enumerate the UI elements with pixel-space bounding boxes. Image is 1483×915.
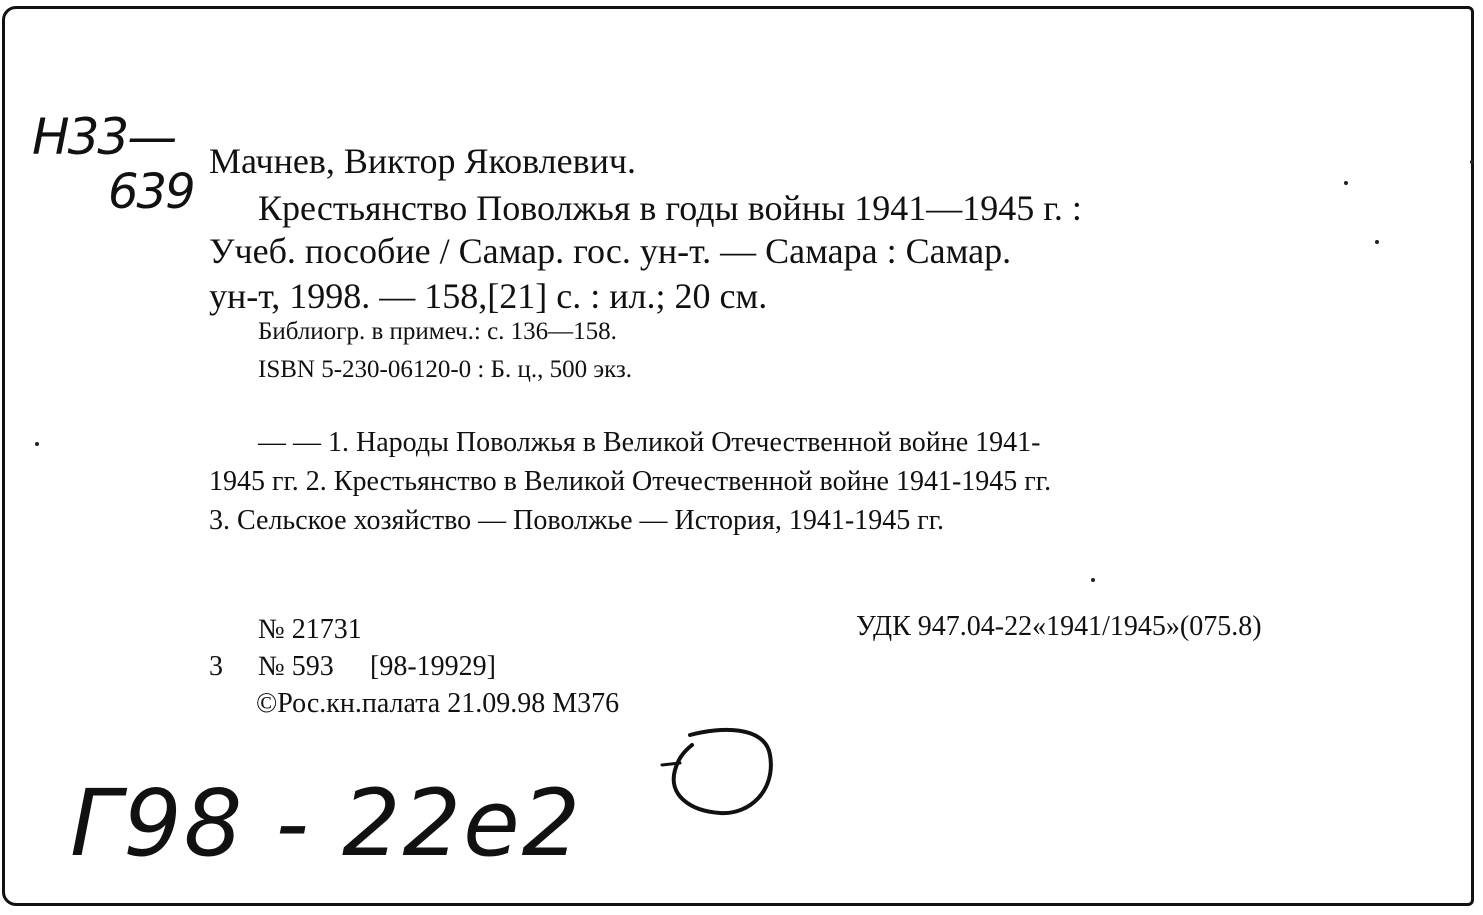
scan-speck [1091,578,1095,582]
hand-drawn-circle-mark [650,715,790,825]
isbn-line: ISBN 5-230-06120-0 : Б. ц., 500 экз. [258,356,633,383]
handwritten-shelfmark-bottom: 639 [108,164,194,220]
subjects-line-3: 3. Сельское хозяйство — Поволжье — История, 1941-1945 гг. [209,505,945,536]
scan-speck [1344,181,1348,185]
scan-speck [1375,240,1379,244]
bibliography-note: Библиогр. в примеч.: с. 136—158. [258,318,617,345]
udk-classification: УДК 947.04-22«1941/1945»(075.8) [856,611,1262,642]
handwritten-bottom-note: Г98 - 22е2 [70,770,583,877]
title-line-1: Крестьянство Поволжья в годы войны 1941—1945 г. : [258,188,1082,228]
scan-speck [1470,160,1474,164]
scan-speck [35,442,39,446]
title-line-2: Учеб. пособие / Самар. гос. ун-т. — Самара : Самар. [209,231,1012,271]
card-number: № 21731 [258,614,362,645]
footer-prefix: 3 [209,651,223,682]
handwritten-shelfmark-top: Н33— [32,108,176,166]
book-chamber-line: ©Рос.кн.палата 21.09.98 М376 [256,688,620,719]
subjects-line-1: — — 1. Народы Поволжья в Великой Отечественной войне 1941- [258,427,1041,458]
title-line-3: ун-т, 1998. — 158,[21] с. : ил.; 20 см. [209,276,768,316]
author-heading: Мачнев, Виктор Яковлевич. [209,141,636,181]
subjects-line-2: 1945 гг. 2. Крестьянство в Великой Отечественной войне 1941-1945 гг. [209,466,1052,497]
registry-code: [98-19929] [370,651,496,682]
card-number-2: № 593 [258,651,334,682]
